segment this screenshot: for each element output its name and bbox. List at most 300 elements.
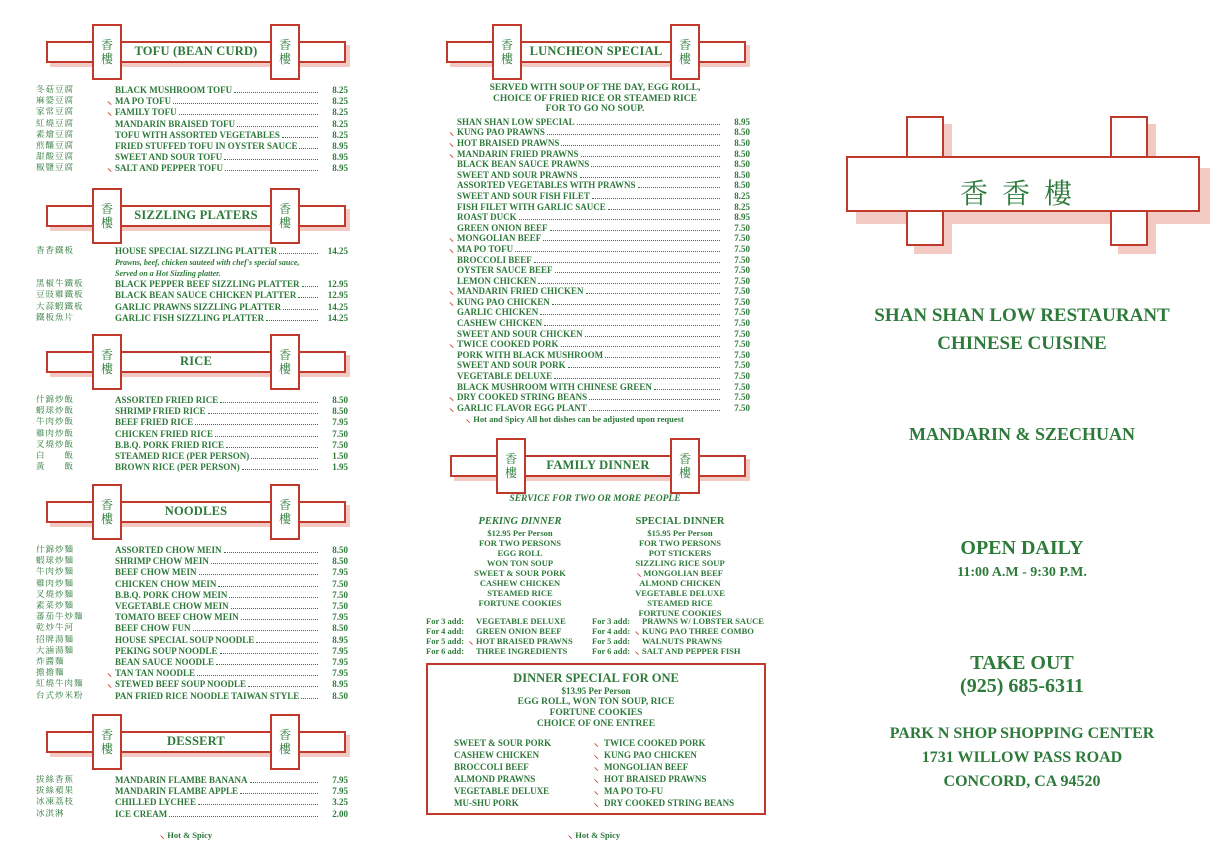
dot-leader [208, 413, 318, 414]
pepper-icon: ⸜ [568, 830, 573, 840]
item-name: TOMATO BEEF CHOW MEIN [115, 612, 239, 623]
item-name: CHICKEN CHOW MEIN [115, 578, 217, 589]
pepper-slot [466, 646, 476, 656]
item-chinese-name: 香香鐵板 [36, 246, 75, 257]
dot-leader [298, 297, 318, 298]
item-price: 8.25 [332, 107, 348, 118]
pepper-icon: ⸜ [468, 636, 474, 646]
entree-option: CASHEW CHICKEN [454, 750, 540, 760]
dinner-line: $12.95 Per Person [487, 528, 553, 538]
rice-list [36, 395, 348, 473]
pepper-slot [632, 616, 642, 626]
dot-leader [282, 137, 318, 138]
sizzling-list [36, 246, 348, 324]
item-chinese-name: 招牌湯麵 [36, 634, 75, 645]
menu-item [36, 96, 348, 107]
item-name: SHAN SHAN LOW SPECIAL [457, 116, 575, 127]
dot-leader [179, 114, 318, 115]
item-price: 7.50 [734, 307, 750, 318]
item-price: 8.25 [332, 85, 348, 96]
item-name: BLACK MUSHROOM WITH CHINESE GREEN [457, 381, 652, 392]
dot-leader [550, 230, 720, 231]
item-price: 1.95 [332, 462, 348, 473]
item-price: 8.50 [332, 545, 348, 556]
dot-leader [591, 166, 720, 167]
item-price: 7.50 [734, 381, 750, 392]
peking-adds [426, 616, 573, 656]
item-price: 8.50 [332, 406, 348, 417]
dot-leader [220, 402, 318, 403]
add-dish: PRAWNS W/ LOBSTER SAUCE [642, 616, 764, 626]
item-chinese-name: 雞肉炒飯 [36, 428, 75, 439]
dot-leader [279, 253, 318, 254]
item-name: OYSTER SAUCE BEEF [457, 265, 553, 276]
menu-item [36, 246, 348, 257]
logo-chinese-name: 香香樓 [959, 177, 1086, 210]
menu-item [36, 809, 348, 820]
item-chinese-name: 椒鹽豆腐 [36, 163, 75, 174]
item-name: B.B.Q. PORK FRIED RICE [115, 439, 225, 450]
item-chinese-name: 蝦球炒飯 [36, 406, 75, 417]
item-price: 7.95 [332, 656, 348, 667]
item-name: PORK WITH BLACK MUSHROOM [457, 349, 604, 360]
item-chinese-name: 豆豉雞鐵板 [36, 290, 84, 301]
item-price: 14.25 [327, 301, 348, 312]
dinner-line: WON TON SOUP [486, 558, 554, 568]
item-price: 8.50 [734, 148, 750, 159]
item-price: 8.25 [734, 190, 750, 201]
section-title: SIZZLING PLATERS [134, 208, 258, 222]
dinner-line: STEAMED RICE [487, 588, 553, 598]
dinner-line: FORTUNE COOKIES [638, 608, 722, 618]
menu-item [36, 775, 348, 786]
item-chinese-name: 素菜炒麵 [36, 601, 75, 612]
dinner-line: CASHEW CHICKEN [479, 578, 561, 588]
dot-leader [299, 148, 318, 149]
item-name: GARLIC FLAVOR EGG PLANT [457, 402, 587, 413]
dot-leader [237, 126, 318, 127]
dot-leader [547, 134, 720, 135]
section-title: FAMILY DINNER [546, 458, 650, 472]
dinner-line: SIZZLING RICE SOUP [635, 558, 725, 568]
dot-leader [211, 563, 318, 564]
item-price: 8.95 [332, 141, 348, 152]
dot-leader [585, 336, 720, 337]
dot-leader [226, 447, 318, 448]
item-description: Served on a Hot Sizzling platter. [115, 269, 221, 279]
dot-leader [231, 608, 318, 609]
dot-leader [251, 458, 318, 459]
menu-item [446, 329, 750, 340]
menu-item [36, 313, 348, 324]
menu-item [36, 429, 348, 440]
menu-item [446, 244, 750, 255]
dot-leader [256, 642, 318, 643]
entree-option: VEGETABLE DELUXE [454, 786, 550, 796]
section-title: RICE [179, 354, 213, 368]
item-price: 8.25 [332, 129, 348, 140]
item-price: 7.50 [332, 428, 348, 439]
dot-leader [229, 597, 318, 598]
menu-item [446, 350, 750, 361]
take-out: TAKE OUT [970, 652, 1074, 674]
sizzling-banner: 香 樓 香 樓 SIZZLING PLATERS [46, 188, 346, 246]
dot-leader [241, 619, 318, 620]
dot-leader [568, 367, 720, 368]
special-left-list [444, 737, 551, 809]
menu-item [446, 361, 750, 372]
item-chinese-name: 素燴豆腐 [36, 129, 75, 140]
entree-option: ⸜ HOT BRAISED PRAWNS [594, 774, 707, 784]
add-option [426, 626, 573, 636]
item-name: HOUSE SPECIAL SOUP NOODLE [115, 634, 255, 645]
dot-leader [605, 357, 720, 358]
item-chinese-name: 黑椒牛鐵板 [36, 279, 84, 290]
item-price: 1.50 [332, 451, 348, 462]
item-name: ASSORTED VEGETABLES WITH PRAWNS [457, 180, 636, 191]
menu-item [446, 255, 750, 266]
menu-item [36, 623, 348, 634]
item-price: 7.50 [734, 371, 750, 382]
item-price: 8.95 [734, 212, 750, 223]
section-title: NOODLES [164, 504, 228, 518]
item-price: 7.50 [734, 402, 750, 413]
add-option [592, 616, 764, 626]
menu-item [36, 690, 348, 701]
luncheon-list [446, 117, 750, 414]
item-name: KUNG PAO CHICKEN [457, 296, 550, 307]
special-adds [592, 616, 764, 656]
item-name: SALT AND PEPPER TOFU [115, 163, 223, 174]
dot-leader [555, 272, 720, 273]
dot-leader [552, 304, 720, 305]
menu-item [36, 612, 348, 623]
add-option [426, 646, 573, 656]
item-name: BLACK BEAN SAUCE PRAWNS [457, 159, 590, 170]
item-price: 7.50 [734, 265, 750, 276]
menu-item [36, 417, 348, 428]
item-name: DRY COOKED STRING BEANS [457, 392, 588, 403]
noodles-list [36, 545, 348, 702]
hot-legend: ⸜ Hot & Spicy [160, 830, 213, 840]
menu-item [446, 318, 750, 329]
item-chinese-name: 紅燒牛肉麵 [36, 679, 84, 690]
hot-legend: ⸜ Hot & Spicy [568, 830, 621, 840]
pepper-icon: ⸜ [637, 568, 644, 578]
pepper-icon: ⸜ [594, 774, 599, 784]
item-chinese-name: 叉燒炒飯 [36, 439, 75, 450]
menu-item [446, 223, 750, 234]
menu-item [446, 403, 750, 414]
item-name: GARLIC FISH SIZZLING PLATTER [115, 312, 265, 323]
item-price: 7.95 [332, 567, 348, 578]
pepper-icon: ⸜ [449, 402, 454, 413]
pepper-icon: ⸜ [594, 762, 599, 772]
item-price: 3.25 [332, 797, 348, 808]
hours: 11:00 A.M - 9:30 P.M. [957, 565, 1087, 580]
address: PARK N SHOP SHOPPING CENTER 1731 WILLOW PASS ROAD CONCORD, CA 94520 [889, 725, 1155, 790]
dinner-line: POT STICKERS [648, 548, 712, 558]
dot-leader [534, 262, 720, 263]
item-chinese-name: 鐵板魚片 [36, 312, 75, 323]
item-chinese-name: 大蒜蝦鐵板 [36, 301, 84, 312]
item-name: SWEET AND SOUR PRAWNS [457, 169, 578, 180]
item-price: 7.50 [332, 601, 348, 612]
menu-item [36, 451, 348, 462]
menu-item [36, 556, 348, 567]
menu-item [446, 191, 750, 202]
dot-leader [586, 293, 720, 294]
item-price: 7.95 [332, 668, 348, 679]
item-name: CHICKEN FRIED RICE [115, 428, 214, 439]
dot-leader [544, 325, 720, 326]
entree-option: ⸜ KUNG PAO CHICKEN [594, 750, 697, 760]
section-title: TOFU (BEAN CURD) [134, 44, 258, 58]
menu-item [36, 141, 348, 152]
item-price: 8.50 [734, 159, 750, 170]
entree-option: ALMOND PRAWNS [454, 774, 536, 784]
pepper-icon: ⸜ [449, 243, 454, 254]
add-count: For 4 add: [592, 626, 631, 636]
tofu-list [36, 85, 348, 175]
add-dish: SALT AND PEPPER FISH [642, 646, 741, 656]
item-price: 8.25 [332, 96, 348, 107]
item-price: 7.50 [734, 243, 750, 254]
pepper-icon: ⸜ [594, 750, 599, 760]
item-price: 8.95 [332, 152, 348, 163]
item-price: 7.95 [332, 417, 348, 428]
item-price: 7.95 [332, 612, 348, 623]
phone-number[interactable]: (925) 685-6311 [960, 675, 1084, 697]
item-name: MANDARIN FLAMBE BANANA [115, 775, 248, 786]
add-dish: WALNUTS PRAWNS [642, 636, 723, 646]
add-option [592, 636, 764, 646]
item-price: 7.50 [734, 339, 750, 350]
item-chinese-name: 叉燒炒麵 [36, 589, 75, 600]
dot-leader [193, 630, 318, 631]
item-price: 8.95 [332, 679, 348, 690]
pepper-slot [466, 616, 476, 626]
menu-item [446, 159, 750, 170]
item-price: 7.50 [734, 222, 750, 233]
dot-leader [589, 399, 720, 400]
item-name: STEAMED RICE (PER PERSON) [115, 451, 250, 462]
item-chinese-name: 牛肉炒飯 [36, 417, 75, 428]
pepper-icon: ⸜ [107, 107, 112, 118]
restaurant-logo [846, 116, 1200, 256]
item-name: SHRIMP FRIED RICE [115, 406, 206, 417]
item-chinese-name: 台式炒米粉 [36, 690, 84, 701]
add-dish: KUNG PAO THREE COMBO [642, 626, 754, 636]
dot-leader [234, 92, 318, 93]
add-count: For 3 add: [592, 616, 631, 626]
item-price: 8.25 [332, 118, 348, 129]
item-name: CASHEW CHICKEN [457, 318, 543, 329]
menu-item [446, 371, 750, 382]
pepper-icon: ⸜ [449, 137, 454, 148]
item-chinese-name: 什錦炒麵 [36, 545, 75, 556]
noodles-banner: 香 樓 香 樓 NOODLES [46, 484, 346, 542]
menu-item [36, 567, 348, 578]
item-chinese-name: 黃 飯 [36, 462, 75, 473]
dot-leader [543, 240, 720, 241]
menu-item [446, 128, 750, 139]
item-name: CHILLED LYCHEE [115, 797, 196, 808]
item-price: 8.95 [734, 116, 750, 127]
item-name: BEEF CHOW FUN [115, 623, 191, 634]
menu-item [36, 119, 348, 130]
item-name: MANDARIN FLAMBE APPLE [115, 786, 238, 797]
menu-item [446, 265, 750, 276]
menu-item [446, 234, 750, 245]
item-name: FISH FILET WITH GARLIC SAUCE [457, 201, 606, 212]
dot-leader [266, 320, 318, 321]
item-price: 8.95 [332, 163, 348, 174]
menu-item [446, 287, 750, 298]
item-name: ICE CREAM [115, 808, 168, 819]
dinner-line: SWEET & SOUR PORK [474, 568, 566, 578]
item-name: SWEET AND SOUR PORK [457, 360, 566, 371]
dot-leader [248, 686, 318, 687]
menu-item [36, 406, 348, 417]
special-dinner: SPECIAL DINNER $15.95 Per Person FOR TWO PERSONS POT STICKERS SIZZLING RICE SOUP ⸜ MONGOLIAN BEEF ALMOND CHICKEN VEGETABLE DELUXE STEAMED RICE FORTUNE COOKIES [610, 516, 750, 618]
menu-item [36, 85, 348, 96]
dot-leader [242, 469, 318, 470]
item-chinese-name: 擔擔麵 [36, 668, 65, 679]
menu-item [446, 117, 750, 128]
item-name: HOT BRAISED PRAWNS [457, 137, 560, 148]
dot-leader [581, 156, 721, 157]
dot-leader [561, 346, 720, 347]
menu-item [446, 138, 750, 149]
item-chinese-name: 拔絲香蕉 [36, 775, 75, 786]
menu-item [36, 152, 348, 163]
item-price: 7.50 [734, 392, 750, 403]
dot-leader [218, 586, 318, 587]
menu-item [446, 339, 750, 350]
item-name: LEMON CHICKEN [457, 275, 537, 286]
pepper-icon: ⸜ [449, 286, 454, 297]
menu-item [36, 290, 348, 301]
item-chinese-name: 乾炒牛河 [36, 623, 75, 634]
item-chinese-name: 炸醬麵 [36, 656, 65, 667]
add-count: For 6 add: [426, 646, 465, 656]
item-name: HOUSE SPECIAL SIZZLING PLATTER [115, 246, 278, 257]
dinner-line: ALMOND CHICKEN [639, 578, 721, 588]
dot-leader [195, 424, 318, 425]
cuisine-style: MANDARIN & SZECHUAN [908, 424, 1135, 444]
add-count: For 3 add: [426, 616, 465, 626]
menu-item [36, 679, 348, 690]
item-price: 8.50 [332, 556, 348, 567]
item-price: 7.95 [332, 775, 348, 786]
tofu-banner: 香 樓 香 樓 TOFU (BEAN CURD) [46, 24, 346, 82]
item-price: 7.50 [734, 349, 750, 360]
item-price: 7.95 [332, 786, 348, 797]
menu-item [36, 107, 348, 118]
item-name: TOFU WITH ASSORTED VEGETABLES [115, 129, 280, 140]
add-count: For 5 add: [592, 636, 631, 646]
item-name: BLACK PEPPER BEEF SIZZLING PLATTER [115, 279, 300, 290]
pepper-icon: ⸜ [594, 798, 599, 808]
menu-item [36, 601, 348, 612]
item-name: ASSORTED FRIED RICE [115, 395, 219, 406]
item-chinese-name: 蝦球炒麵 [36, 556, 75, 567]
dot-leader [197, 675, 318, 676]
rice-banner: 香 樓 香 樓 RICE [46, 334, 346, 392]
dessert-banner: 香 樓 香 樓 DESSERT [46, 714, 346, 772]
section-title: LUNCHEON SPECIAL [529, 44, 663, 58]
item-name: GREEN ONION BEEF [457, 222, 548, 233]
dot-leader [224, 552, 318, 553]
entree-option: ⸜ MA PO TO-FU [594, 786, 664, 796]
pepper-icon: ⸜ [449, 148, 454, 159]
menu-item [446, 202, 750, 213]
item-name: BEAN SAUCE NOODLE [115, 656, 215, 667]
dot-leader [215, 436, 318, 437]
item-name: GARLIC CHICKEN [457, 307, 539, 318]
item-name: BEEF FRIED RICE [115, 417, 194, 428]
dot-leader [220, 653, 318, 654]
item-name: MA PO TOFU [115, 96, 172, 107]
family-banner: 香 樓 香 樓 FAMILY DINNER [450, 438, 746, 496]
dot-leader [592, 198, 720, 199]
pepper-icon: ⸜ [449, 296, 454, 307]
add-option [426, 616, 573, 626]
menu-item [446, 212, 750, 223]
item-name: MANDARIN FRIED PRAWNS [457, 148, 579, 159]
menu-item [36, 668, 348, 679]
item-price: 8.50 [734, 137, 750, 148]
dot-leader [608, 209, 720, 210]
pepper-icon: ⸜ [594, 786, 599, 796]
item-name: KUNG PAO PRAWNS [457, 127, 545, 138]
dinner-line: FORTUNE COOKIES [478, 598, 562, 608]
dinner-line: STEAMED RICE [647, 598, 713, 608]
dot-leader [224, 159, 318, 160]
add-dish: HOT BRAISED PRAWNS [476, 636, 573, 646]
dinner-line: $15.95 Per Person [647, 528, 713, 538]
pepper-icon: ⸜ [160, 830, 165, 840]
menu-item [446, 181, 750, 192]
item-name: MANDARIN FRIED CHICKEN [457, 286, 584, 297]
item-price: 8.50 [734, 180, 750, 191]
dot-leader [561, 145, 720, 146]
menu-item [36, 462, 348, 473]
menu-item [446, 149, 750, 160]
entree-option: SWEET & SOUR PORK [454, 738, 552, 748]
family-service: SERVICE FOR TWO OR MORE PEOPLE [509, 494, 681, 504]
item-price: 7.50 [332, 589, 348, 600]
menu-item [36, 786, 348, 797]
item-price: 7.50 [734, 328, 750, 339]
dot-leader [240, 793, 318, 794]
menu-item [446, 392, 750, 403]
item-chinese-name: 蕃茄牛炒麵 [36, 612, 84, 623]
menu-item [36, 163, 348, 174]
menu-item [36, 635, 348, 646]
item-price: 8.25 [734, 201, 750, 212]
luncheon-banner: 香 樓 香 樓 LUNCHEON SPECIAL [446, 24, 746, 82]
section-title: DESSERT [167, 734, 225, 748]
dot-leader [589, 410, 720, 411]
item-description: Prawns, beef, chicken sauteed with chef's special sauce, [115, 258, 300, 268]
dinner-line: VEGETABLE DELUXE [635, 588, 725, 598]
item-chinese-name: 煎釀豆腐 [36, 141, 75, 152]
dot-leader [250, 782, 319, 783]
item-price: 7.50 [332, 439, 348, 450]
item-price: 7.50 [734, 275, 750, 286]
